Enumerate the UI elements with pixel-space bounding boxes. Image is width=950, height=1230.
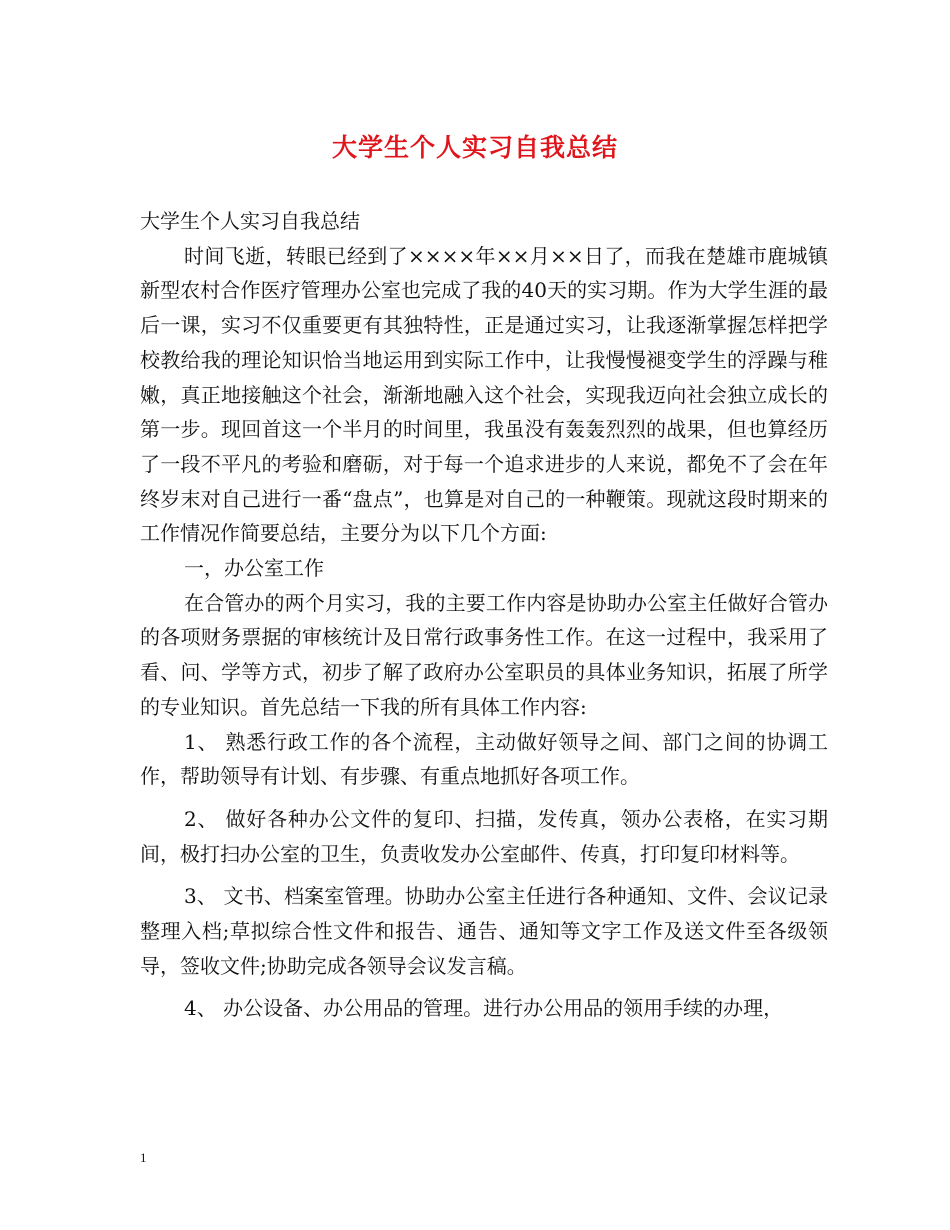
intro-paragraph: 时间飞逝，转眼已经到了××××年××月××日了，而我在楚雄市鹿城镇新型农村合作医疗管理办公室也完成了我的40天的实习期。作为大学生涯的最后一课，实习不仅重要更有其独特性，正是通过实习，让我逐渐掌握怎样把学校教给我的理论知识恰当地运用到实际工作中，让我慢慢褪变学生的浮躁与稚嫩，真正地接触这个社会，渐渐地融入这个社会，实现我迈向社会独立成长的第一步。现回首这一个半月的时间里，我虽没有轰轰烈烈的战果，但也算经历了一段不平凡的考验和磨砺，对于每一个追求进步的人来说，都免不了会在年终岁末对自己进行一番“盘点”，也算是对自己的一种鞭策。现就这段时期来的工作情况作简要总结，主要分为以下几个方面:	[140, 243, 828, 546]
list-item: 2、 做好各种办公文件的复印、扫描，发传真，领办公表格，在实习期间，极打扫办公室的卫生，负责收发办公室邮件、传真，打印复印材料等。	[140, 806, 828, 866]
document-body	[140, 204, 828, 1026]
document-title: 大学生个人实习自我总结	[331, 133, 618, 162]
section-paragraph: 在合管办的两个月实习，我的主要工作内容是协助办公室主任做好合管办的各项财务票据的审核统计及日常行政事务性工作。在这一过程中，我采用了看、问、学等方式，初步了解了政府办公室职员的具体业务知识，拓展了所学的专业知识。首先总结一下我的所有具体工作内容:	[140, 590, 828, 719]
page-number: 1	[140, 1150, 147, 1165]
section-heading: 一，办公室工作	[184, 556, 324, 581]
list-item: 1、 熟悉行政工作的各个流程，主动做好领导之间、部门之间的协调工作，帮助领导有计划、有步骤、有重点地抓好各项工作。	[140, 729, 828, 789]
list-item: 3、 文书、档案室管理。协助办公室主任进行各种通知、文件、会议记录整理入档;草拟综合性文件和报告、通告、通知等文字工作及送文件至各级领导，签收文件;协助完成各领导会议发言稿。	[140, 884, 828, 978]
subtitle-paragraph: 大学生个人实习自我总结	[140, 209, 360, 233]
list-item: 4、 办公设备、办公用品的管理。进行办公用品的领用手续的办理，	[184, 996, 784, 1021]
